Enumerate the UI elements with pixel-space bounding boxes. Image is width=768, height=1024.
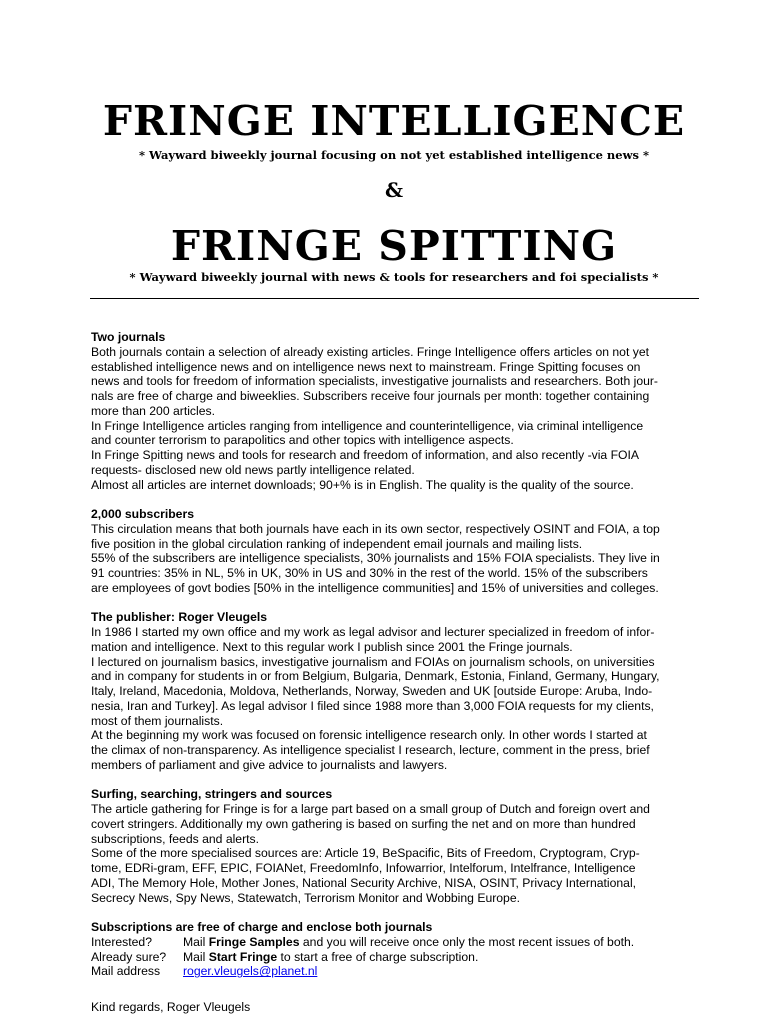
text-line: more than 200 articles. <box>91 403 215 418</box>
text-line: news and tools for freedom of information specialists, investigative journalists and researchers. Both jour- <box>91 374 658 389</box>
text-line: subscriptions, feeds and alerts. <box>91 831 260 846</box>
interested-label: Interested? <box>91 934 152 949</box>
text-line: requests- disclosed new old news partly intelligence related. <box>91 462 415 477</box>
text-line: Both journals contain a selection of already existing articles. Fringe Intelligence offers articles on not yet <box>91 344 649 359</box>
text-line: Italy, Ireland, Macedonia, Moldova, Netherlands, Norway, Sweden and UK [outside Europe: Aruba, Indo- <box>91 684 653 698</box>
interested-text: Mail Fringe Samples and you will receive once only the most recent issues of both. <box>183 934 635 949</box>
ampersand-separator: & <box>384 178 404 202</box>
header-divider <box>90 298 699 299</box>
interested-row <box>91 935 701 950</box>
section-heading-subscriptions: Subscriptions are free of charge and enclose both journals <box>91 920 433 934</box>
text-line: most of them journalists. <box>91 713 224 728</box>
section-heading-surfing: Surfing, searching, stringers and sources <box>91 787 333 802</box>
fringe-samples-keyword: Fringe Samples <box>208 934 300 949</box>
section-text-subscribers <box>91 522 701 596</box>
already-sure-label: Already sure? <box>91 949 167 964</box>
journal-subtitle-intelligence: * Wayward biweekly journal focusing on not yet established intelligence news * <box>139 148 649 162</box>
start-fringe-keyword: Start Fringe <box>208 949 278 964</box>
section-text-surfing <box>91 802 701 905</box>
text-line: 55% of the subscribers are intelligence specialists, 30% journalists and 15% FOIA specialists. They live in <box>91 551 660 566</box>
text-line: and counter terrorism to parapolitics and other topics with intelligence aspects. <box>91 433 514 448</box>
text-line: nesia, Iran and Turkey]. As legal advisor I filed since 1988 more than 3,000 FOIA requests for my clients, <box>91 698 654 713</box>
section-heading-subscribers: 2,000 subscribers <box>91 507 194 521</box>
text-line: In Fringe Spitting news and tools for research and freedom of information, and also recently -via FOIA <box>91 448 640 462</box>
text-line: tome, EDRi-gram, EFF, EPIC, FOIANet, FreedomInfo, Infowarrior, Intelforum, Intelfrance, Intelligence <box>91 861 636 875</box>
text-line: mation and intelligence. Next to this regular work I publish since 2001 the Fringe journals. <box>91 639 573 654</box>
text-line: are employees of govt bodies [50% in the intelligence communities] and 15% of universities and colleges. <box>91 580 659 595</box>
text-line: established intelligence news and on intelligence news next to mainstream. Fringe Spitting focuses on <box>91 359 641 374</box>
text-line: ADI, The Memory Hole, Mother Jones, National Security Archive, NISA, OSINT, Privacy International, <box>91 875 637 890</box>
email-link[interactable]: roger.vleugels@planet.nl <box>183 964 318 979</box>
journal-title-fringe-spitting: FRINGE SPITTING <box>170 222 618 270</box>
text-line: Almost all articles are internet downloads; 90+% is in English. The quality is the quality of the source. <box>91 477 634 492</box>
journal-subtitle-spitting: * Wayward biweekly journal with news & tools for researchers and foi specialists * <box>129 270 659 284</box>
text-line: I lectured on journalism basics, investigative journalism and FOIAs on journalism schools, on universities <box>91 654 655 669</box>
section-text-two-journals <box>91 345 701 493</box>
text-line: nals are free of charge and biweeklies. Subscribers receive four journals per month: together containing <box>91 389 650 403</box>
text-line: Secrecy News, Spy News, Statewatch, Terrorism Monitor and Wobbing Europe. <box>91 890 521 905</box>
text-line: This circulation means that both journals have each in its own sector, respectively OSINT and FOIA, a top <box>91 521 660 536</box>
text-line: the climax of non-transparency. As intelligence specialist I research, lecture, comment in the press, brief <box>91 743 650 757</box>
mail-address-row <box>91 964 701 979</box>
section-heading-publisher: The publisher: Roger Vleugels <box>91 610 268 625</box>
already-sure-row <box>91 950 701 965</box>
closing-signature: Kind regards, Roger Vleugels <box>91 999 251 1014</box>
text-line: The article gathering for Fringe is for a large part based on a small group of Dutch and foreign overt and <box>91 802 650 816</box>
document-body <box>91 330 701 1015</box>
text-line: In 1986 I started my own office and my work as legal advisor and lecturer specialized in freedom of infor- <box>91 625 655 639</box>
section-text-publisher <box>91 625 701 773</box>
text-line: and in company for students in or from Belgium, Bulgaria, Denmark, Estonia, Finland, Germany, Hungary, <box>91 669 660 684</box>
text-line: In Fringe Intelligence articles ranging from intelligence and counterintelligence, via criminal intelligence <box>91 418 644 433</box>
text-line: Some of the more specialised sources are: Article 19, BeSpacific, Bits of Freedom, Cryptogram, Cryp- <box>91 846 640 861</box>
section-heading-two-journals: Two journals <box>91 330 166 344</box>
text-line: 91 countries: 35% in NL, 5% in UK, 30% in US and 30% in the rest of the world. 15% of the subscribers <box>91 566 648 580</box>
mail-address-label: Mail address <box>91 964 161 979</box>
text-line: covert stringers. Additionally my own gathering is based on surfing the net and on more than hundred <box>91 816 636 831</box>
journal-title-fringe-intelligence: FRINGE INTELLIGENCE <box>102 97 686 145</box>
text-line: members of parliament and give advice to journalists and lawyers. <box>91 757 448 772</box>
already-sure-text: Mail Start Fringe to start a free of charge subscription. <box>183 949 479 964</box>
text-line: At the beginning my work was focused on forensic intelligence research only. In other words I started at <box>91 728 647 743</box>
text-line: five position in the global circulation ranking of independent email journals and mailing lists. <box>91 536 583 551</box>
